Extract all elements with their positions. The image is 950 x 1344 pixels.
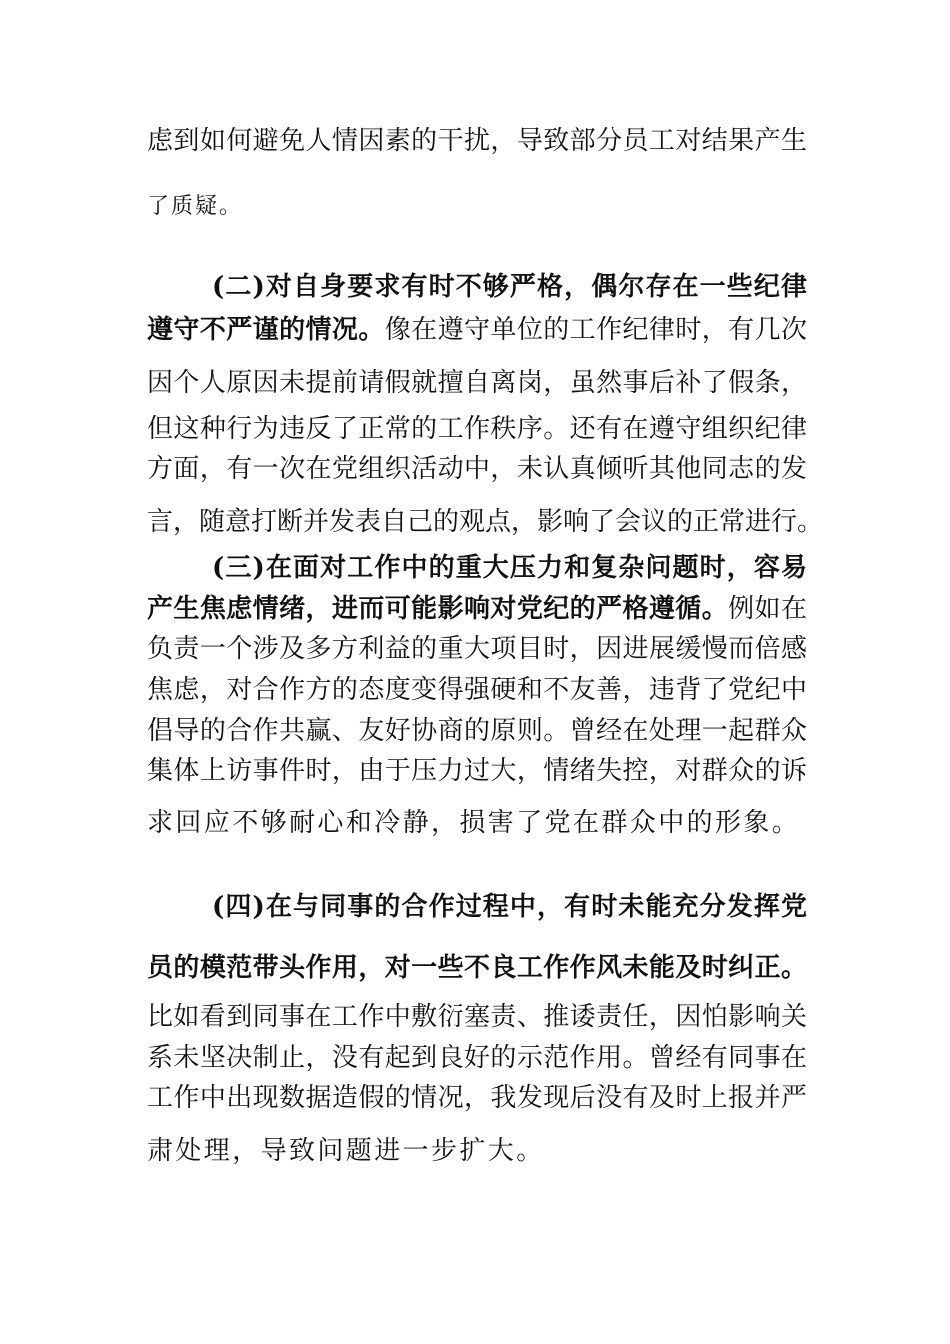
- text-fragment: 例如在: [728, 594, 807, 624]
- text-line: 求回应不够耐心和冷静，损害了党在群众中的形象。: [147, 808, 801, 838]
- text-line: 比如看到同事在工作中敷衍塞责、推诿责任，因怕影响关: [147, 1002, 807, 1032]
- text-line: 肃处理，导致问题进一步扩大。: [147, 1136, 545, 1166]
- section-heading-tail: 遵守不严谨的情况。: [147, 315, 385, 345]
- text-line: [147, 592, 807, 626]
- text-line: 了质疑。: [147, 194, 244, 219]
- text-fragment: 像在遵守单位的工作纪律时，有几次: [384, 315, 807, 345]
- text-line: 虑到如何避免人情因素的干扰，导致部分员工对结果产生: [147, 126, 807, 156]
- text-line: 言，随意打断并发表自己的观点，影响了会议的正常进行。: [147, 507, 824, 537]
- section-heading-tail: 产生焦虑情绪，进而可能影响对党纪的严格遵循。: [147, 594, 729, 624]
- text-line: 因个人原因未提前请假就擅自离岗，虽然事后补了假条，: [147, 368, 807, 398]
- text-line: 系未坚决制止，没有起到良好的示范作用。曾经有同事在: [147, 1043, 807, 1073]
- text-line: 倡导的合作共赢、友好协商的原则。曾经在处理一起群众: [147, 716, 807, 746]
- text-line: 工作中出现数据造假的情况，我发现后没有及时上报并严: [147, 1083, 807, 1113]
- section-heading-tail: 员的模范带头作用，对一些不良工作作风未能及时纠正。: [147, 953, 807, 983]
- text-line: 集体上访事件时，由于压力过大，情绪失控，对群众的诉: [147, 756, 807, 786]
- section-heading: (四)在与同事的合作过程中，有时未能充分发挥党: [212, 892, 807, 922]
- section-heading: (二)对自身要求有时不够严格，偶尔存在一些纪律: [212, 272, 807, 302]
- text-line: 但这种行为违反了正常的工作秩序。还有在遵守组织纪律: [147, 414, 807, 444]
- text-line: [147, 313, 807, 347]
- section-heading: (三)在面对工作中的重大压力和复杂问题时，容易: [212, 553, 807, 583]
- text-line: 负责一个涉及多方利益的重大项目时，因进展缓慢而倍感: [147, 634, 807, 664]
- text-line: 焦虑，对合作方的态度变得强硬和不友善，违背了党纪中: [147, 675, 807, 705]
- text-line: 方面，有一次在党组织活动中，未认真倾听其他同志的发: [147, 454, 807, 484]
